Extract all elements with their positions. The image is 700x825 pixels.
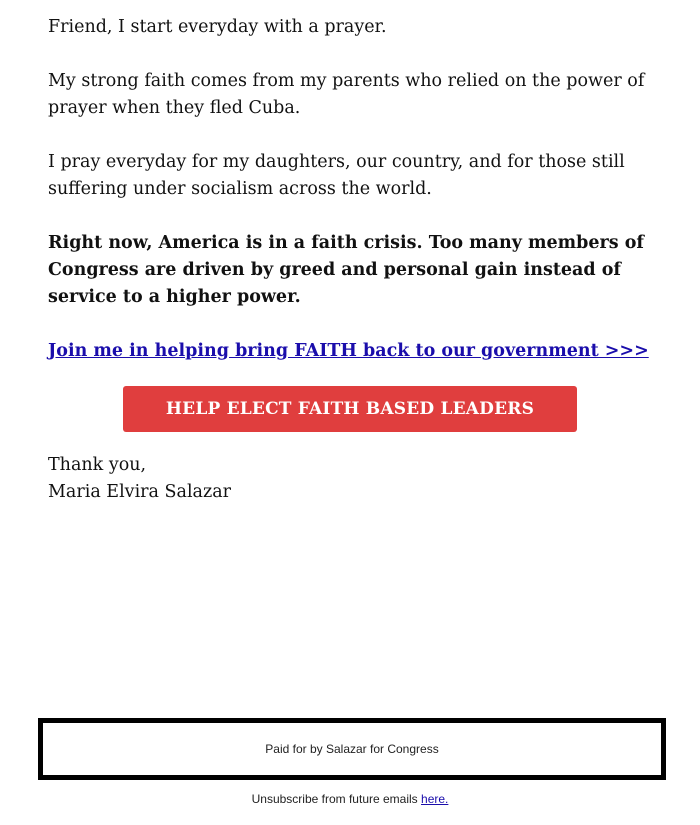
paid-for-disclaimer — [38, 718, 666, 780]
faith-paragraph: My strong faith comes from my parents who relied on the power of prayer when they fled Cuba. — [48, 71, 645, 118]
faith-government-link[interactable]: Join me in helping bring FAITH back to our government >>> — [48, 341, 649, 361]
greeting-text: Friend, I start everyday with a prayer. — [48, 17, 387, 37]
help-elect-button[interactable]: HELP ELECT FAITH BASED LEADERS — [123, 386, 577, 432]
unsubscribe-link[interactable]: here. — [421, 792, 449, 806]
disclaimer-text: Paid for by Salazar for Congress — [265, 742, 439, 756]
email-body — [48, 14, 668, 365]
signature-text: Maria Elvira Salazar — [48, 482, 231, 502]
faith-crisis-paragraph: Right now, America is in a faith crisis. Too many members of Congress are driven by greed and personal gain instead of service to a higher power. — [48, 233, 644, 307]
prayer-paragraph: I pray everyday for my daughters, our country, and for those still suffering under socialism across the world. — [48, 152, 625, 199]
closing-text: Thank you, — [48, 455, 147, 475]
cta-container — [123, 386, 577, 432]
signoff — [48, 452, 231, 506]
link-paragraph — [48, 338, 668, 365]
unsubscribe-line — [0, 792, 700, 806]
unsubscribe-text: Unsubscribe from future emails — [251, 792, 422, 806]
